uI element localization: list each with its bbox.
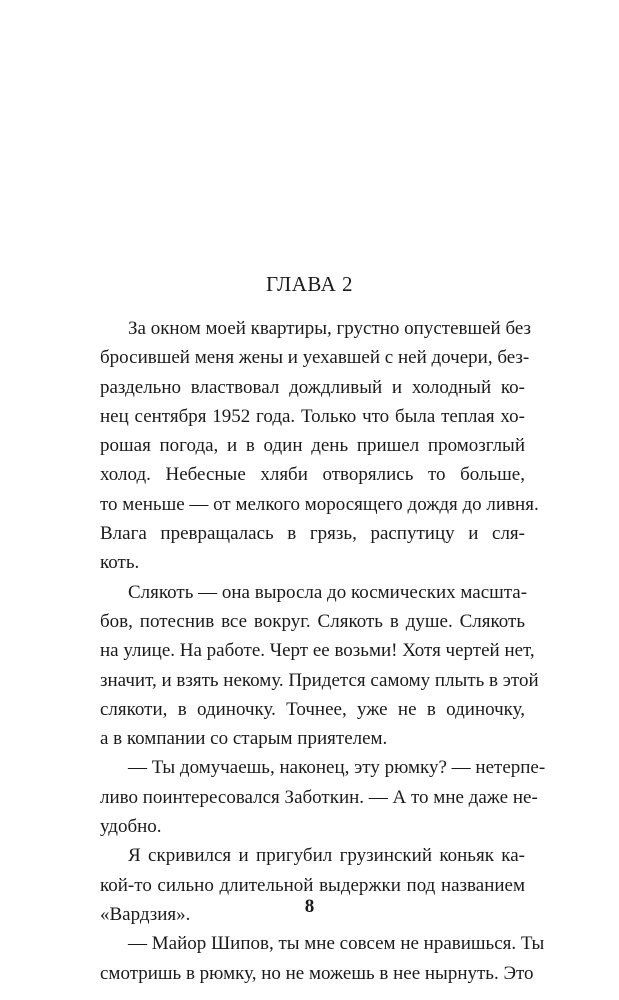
text-line: а в компании со старым приятелем.: [100, 728, 388, 750]
text-line: бов, потеснив все вокруг. Слякоть в душе. Слякоть: [100, 610, 525, 632]
text-line: коть.: [100, 552, 140, 574]
text-line: рошая погода, и в один день пришел промозглый: [100, 435, 525, 457]
body-text: [100, 314, 546, 988]
text-line: нец сентября 1952 года. Только что была теплая хо-: [100, 405, 525, 427]
text-line: на улице. На работе. Черт ее возьми! Хотя чертей нет,: [100, 640, 535, 662]
text-line: ливо поинтересовался Заботкин. — А то мне даже не-: [100, 786, 538, 808]
text-line: Слякоть — она выросла до космических масшта-: [128, 581, 528, 603]
text-line: то меньше — от мелкого моросящего дождя до ливня.: [100, 493, 539, 515]
text-line: смотришь в рюмку, но не можешь в нее нырнуть. Это: [100, 962, 534, 984]
text-line: кой-то сильно длительной выдержки под названием: [100, 874, 525, 896]
page-number: 8: [304, 896, 315, 917]
text-line: слякоти, в одиночку. Точнее, уже не в одиночку,: [100, 698, 525, 720]
chapter-title: ГЛАВА 2: [265, 272, 354, 296]
text-line: бросившей меня жены и уехавшей с ней дочери, без-: [100, 347, 530, 369]
text-line: холод. Небесные хляби отворялись то больше,: [100, 464, 525, 486]
text-line: Я скривился и пригубил грузинский коньяк ка-: [128, 845, 525, 867]
text-line: значит, и взять некому. Придется самому плыть в этой: [100, 669, 539, 691]
text-line: раздельно властвовал дождливый и холодный ко-: [100, 376, 525, 398]
text-line: удобно.: [100, 816, 162, 838]
text-line: Влага превращалась в грязь, распутицу и сля-: [100, 523, 525, 545]
text-line: «Вардзия».: [100, 903, 191, 925]
text-line: За окном моей квартиры, грустно опустевшей без: [128, 318, 532, 339]
text-line: — Майор Шипов, ты мне совсем не нравишься. Ты: [128, 933, 545, 955]
text-line: — Ты домучаешь, наконец, эту рюмку? — нетерпе-: [128, 757, 546, 779]
